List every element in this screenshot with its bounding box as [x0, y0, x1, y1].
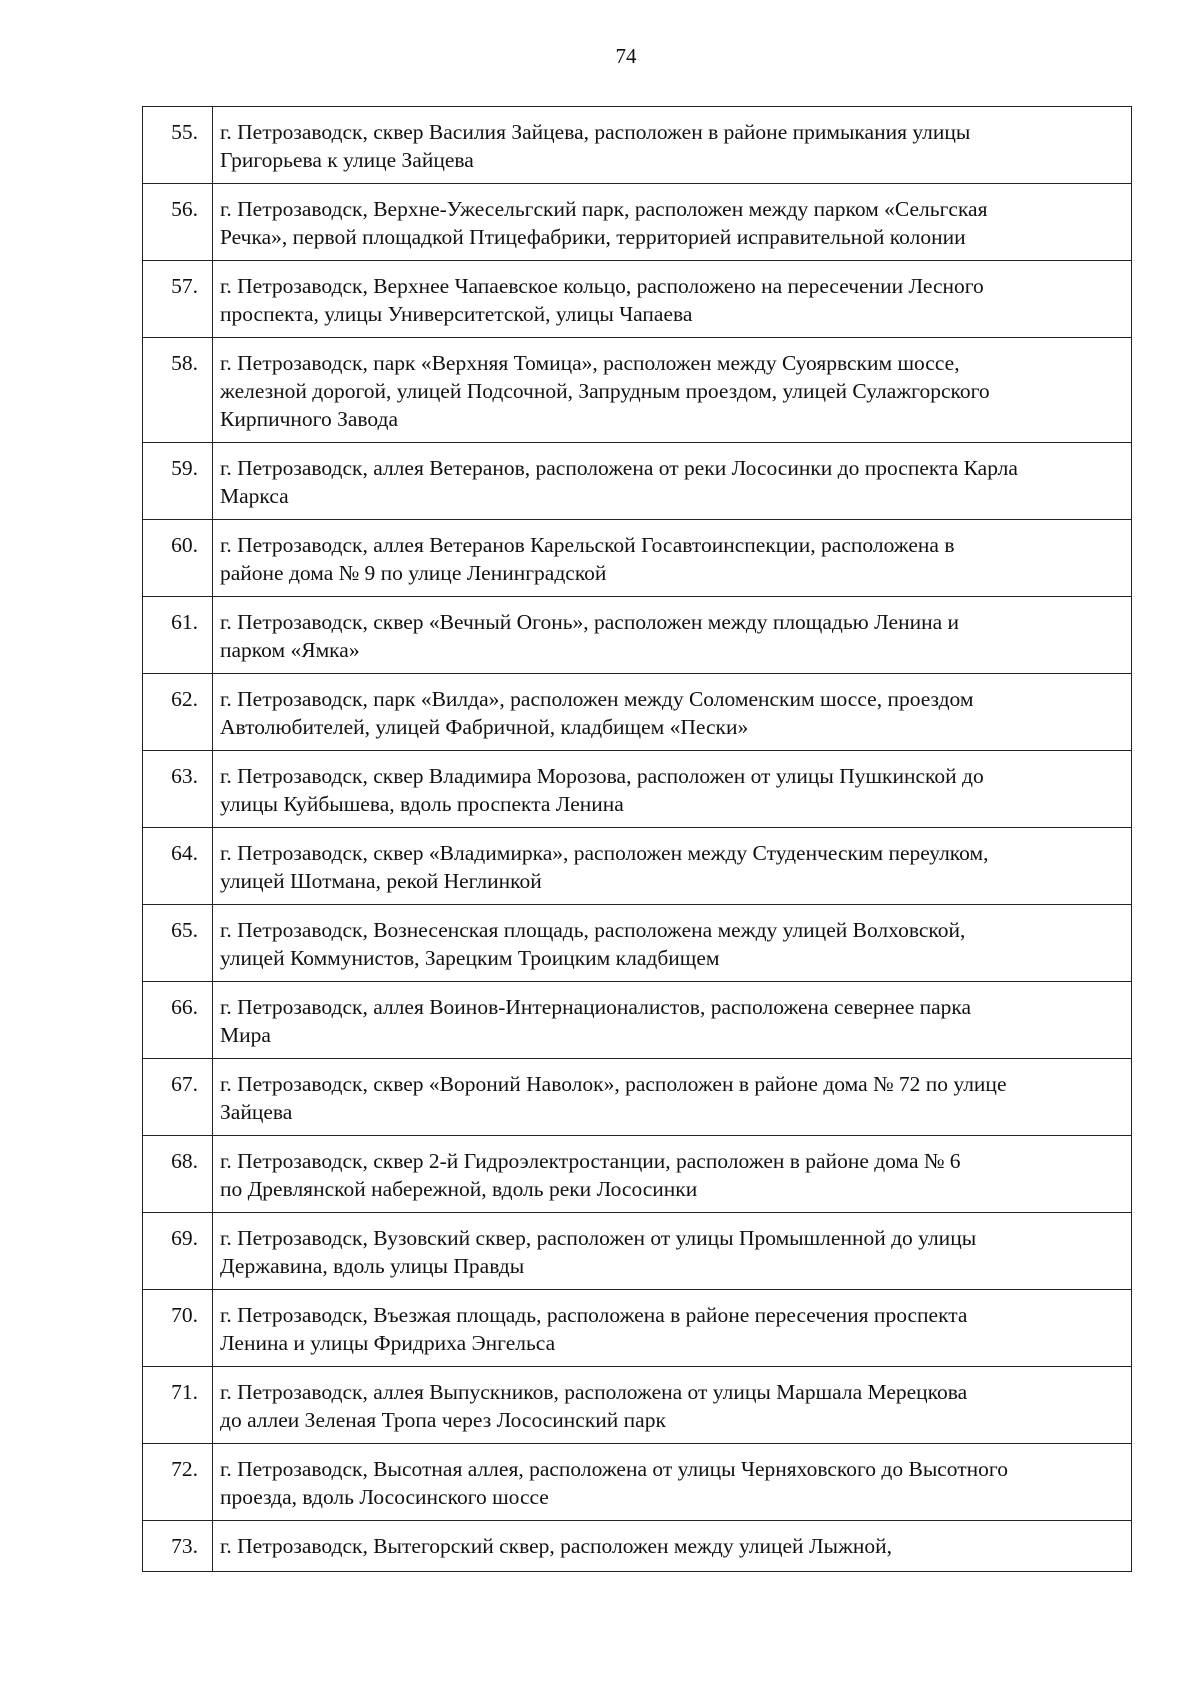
row-number: 73. [143, 1521, 213, 1572]
row-number: 71. [143, 1367, 213, 1444]
table-row [143, 982, 1132, 1059]
row-number: 68. [143, 1136, 213, 1213]
description-line: г. Петрозаводск, парк «Вилда», расположен между Соломенским шоссе, проездом [220, 687, 974, 711]
description-line: г. Петрозаводск, сквер 2-й Гидроэлектростанции, расположен в районе дома № 6 [220, 1149, 961, 1173]
description-line: г. Петрозаводск, Верхнее Чапаевское кольцо, расположено на пересечении Лесного [220, 274, 984, 298]
description-line: г. Петрозаводск, аллея Ветеранов, расположена от реки Лососинки до проспекта Карла [220, 456, 1018, 480]
description-line: улицей Шотмана, рекой Неглинкой [220, 869, 542, 893]
description-line: г. Петрозаводск, Верхне-Ужесельгский парк, расположен между парком «Сельгская [220, 197, 988, 221]
table-row [143, 1444, 1132, 1521]
row-number: 58. [143, 338, 213, 443]
row-number: 59. [143, 443, 213, 520]
row-description [213, 107, 1132, 184]
table-row [143, 1290, 1132, 1367]
table-row [143, 1213, 1132, 1290]
table-row [143, 107, 1132, 184]
row-description [213, 1367, 1132, 1444]
description-line: г. Петрозаводск, аллея Выпускников, расположена от улицы Маршала Мерецкова [220, 1380, 968, 1404]
row-description [213, 982, 1132, 1059]
description-line: железной дорогой, улицей Подсочной, Запрудным проездом, улицей Сулажгорского [220, 379, 990, 403]
description-line: г. Петрозаводск, сквер Василия Зайцева, расположен в районе примыкания улицы [220, 120, 971, 144]
table-row [143, 261, 1132, 338]
table-row [143, 338, 1132, 443]
row-number: 63. [143, 751, 213, 828]
row-description [213, 751, 1132, 828]
table-row [143, 443, 1132, 520]
description-line: Речка», первой площадкой Птицефабрики, территорией исправительной колонии [220, 225, 966, 249]
description-line: Державина, вдоль улицы Правды [220, 1254, 525, 1278]
description-line: Ленина и улицы Фридриха Энгельса [220, 1331, 556, 1355]
row-description [213, 1136, 1132, 1213]
row-description [213, 905, 1132, 982]
description-line: парком «Ямка» [220, 638, 360, 662]
row-description [213, 1290, 1132, 1367]
row-number: 57. [143, 261, 213, 338]
description-line: Автолюбителей, улицей Фабричной, кладбищем «Пески» [220, 715, 749, 739]
row-number: 60. [143, 520, 213, 597]
row-description [213, 520, 1132, 597]
row-number: 64. [143, 828, 213, 905]
description-line: улицы Куйбышева, вдоль проспекта Ленина [220, 792, 624, 816]
table-row [143, 184, 1132, 261]
row-number: 70. [143, 1290, 213, 1367]
row-description [213, 338, 1132, 443]
row-description [213, 1213, 1132, 1290]
description-line: г. Петрозаводск, сквер «Вороний Наволок», расположен в районе дома № 72 по улице [220, 1072, 1007, 1096]
description-line: Зайцева [220, 1100, 293, 1124]
description-line: проспекта, улицы Университетской, улицы Чапаева [220, 302, 693, 326]
table-row [143, 1521, 1132, 1572]
table-row [143, 1136, 1132, 1213]
table-row [143, 905, 1132, 982]
description-line: г. Петрозаводск, аллея Ветеранов Карельской Госавтоинспекции, расположена в [220, 533, 955, 557]
row-description [213, 674, 1132, 751]
description-line: районе дома № 9 по улице Ленинградской [220, 561, 607, 585]
row-description [213, 443, 1132, 520]
row-description [213, 597, 1132, 674]
registry-table [142, 106, 1132, 1572]
row-number: 72. [143, 1444, 213, 1521]
description-line: г. Петрозаводск, Въезжая площадь, расположена в районе пересечения проспекта [220, 1303, 968, 1327]
description-line: г. Петрозаводск, Высотная аллея, расположена от улицы Черняховского до Высотного [220, 1457, 1008, 1481]
page-number: 74 [615, 44, 637, 68]
row-number: 69. [143, 1213, 213, 1290]
description-line: г. Петрозаводск, парк «Верхняя Томица», расположен между Суоярвским шоссе, [220, 351, 960, 375]
row-number: 55. [143, 107, 213, 184]
row-description [213, 1521, 1132, 1572]
description-line: проезда, вдоль Лососинского шоссе [220, 1485, 549, 1509]
row-number: 65. [143, 905, 213, 982]
description-line: по Древлянской набережной, вдоль реки Лососинки [220, 1177, 698, 1201]
description-line: г. Петрозаводск, сквер Владимира Морозова, расположен от улицы Пушкинской до [220, 764, 984, 788]
description-line: Григорьева к улице Зайцева [220, 148, 474, 172]
description-line: Мира [220, 1023, 271, 1047]
description-line: г. Петрозаводск, Вознесенская площадь, расположена между улицей Волховской, [220, 918, 966, 942]
row-description [213, 828, 1132, 905]
row-number: 56. [143, 184, 213, 261]
row-description [213, 1444, 1132, 1521]
table-row [143, 520, 1132, 597]
table-row [143, 751, 1132, 828]
description-line: улицей Коммунистов, Зарецким Троицким кладбищем [220, 946, 720, 970]
description-line: г. Петрозаводск, Вытегорский сквер, расположен между улицей Лыжной, [220, 1534, 892, 1558]
row-description [213, 261, 1132, 338]
description-line: г. Петрозаводск, Вузовский сквер, расположен от улицы Промышленной до улицы [220, 1226, 977, 1250]
description-line: г. Петрозаводск, сквер «Владимирка», расположен между Студенческим переулком, [220, 841, 989, 865]
table-row [143, 1367, 1132, 1444]
registry-table-body [143, 107, 1132, 1572]
table-row [143, 828, 1132, 905]
row-description [213, 184, 1132, 261]
table-row [143, 1059, 1132, 1136]
description-line: Маркса [220, 484, 289, 508]
row-number: 62. [143, 674, 213, 751]
description-line: г. Петрозаводск, сквер «Вечный Огонь», расположен между площадью Ленина и [220, 610, 960, 634]
description-line: до аллеи Зеленая Тропа через Лососинский парк [220, 1408, 666, 1432]
table-row [143, 674, 1132, 751]
description-line: Кирпичного Завода [220, 407, 399, 431]
description-line: г. Петрозаводск, аллея Воинов-Интернационалистов, расположена севернее парка [220, 995, 972, 1019]
row-number: 66. [143, 982, 213, 1059]
row-number: 61. [143, 597, 213, 674]
row-description [213, 1059, 1132, 1136]
row-number: 67. [143, 1059, 213, 1136]
table-row [143, 597, 1132, 674]
